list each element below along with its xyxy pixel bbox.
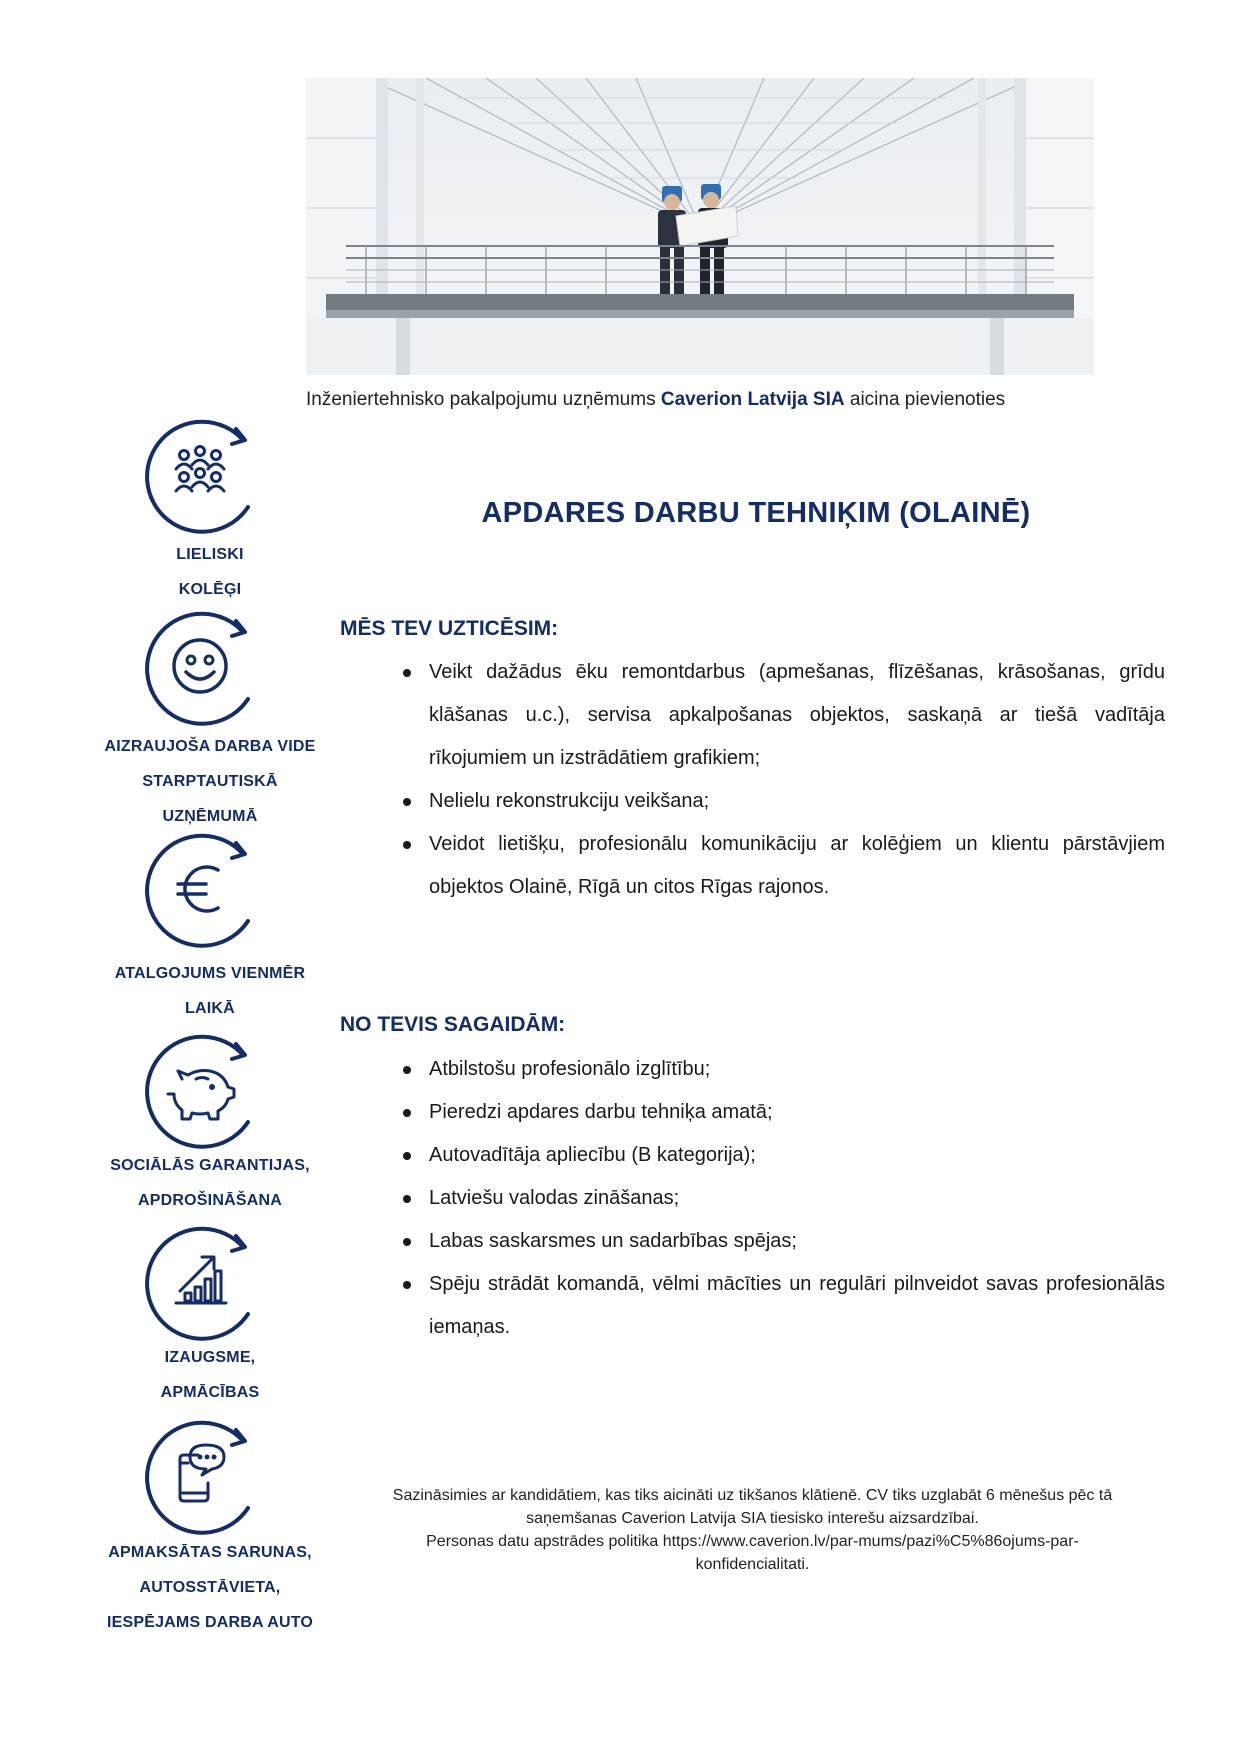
footer-line: saņemšanas Caverion Latvija SIA tiesisko interešu aizsardzībai. xyxy=(526,1510,979,1527)
benefit-line: APMAKSĀTAS SARUNAS, xyxy=(108,1544,312,1561)
benefit-label-environment xyxy=(80,729,340,834)
footer-line: Sazināsimies ar kandidātiem, kas tiks aicināti uz tikšanos klātienē. CV tiks uzglabāt 6 mēnešus pēc tā xyxy=(392,1487,1113,1504)
company-name: Caverion Latvija SIA xyxy=(660,389,845,410)
job-title: APDARES DARBU TEHNIĶIM (OLAINĒ) xyxy=(481,497,1031,529)
benefit-line: UZŅĒMUMĀ xyxy=(162,808,258,825)
list-item: Veikt dažādus ēku remontdarbus (apmešanas, flīzēšanas, krāsošanas, grīdu klāšanas u.c.), servisa apkalpošanas objektos, saskaņā ar tiešā vadītāja rīkojumiem un izstrādātiem grafikiem; xyxy=(400,651,1165,780)
footer-line: Personas datu apstrādes politika https://www.caverion.lv/par-mums/pazi%C5%86ojums-par- xyxy=(426,1533,1079,1550)
list-item: Nelielu rekonstrukciju veikšana; xyxy=(400,780,1165,823)
intro-after: aicina pievienoties xyxy=(844,389,1006,410)
list-item: Veidot lietišķu, profesionālu komunikāciju ar kolēģiem un klientu pārstāvjiem objektos Olainē, Rīgā un citos Rīgas rajonos. xyxy=(400,823,1165,909)
benefit-line: APMĀCĪBAS xyxy=(160,1384,260,1401)
benefit-label-social xyxy=(80,1148,340,1218)
benefit-line: IZAUGSME, xyxy=(164,1349,256,1366)
growth-chart-icon xyxy=(140,1219,266,1345)
benefit-label-extras xyxy=(80,1535,340,1640)
smiley-face-icon xyxy=(140,604,266,730)
people-group-icon xyxy=(140,412,266,538)
list-item: Pieredzi apdares darbu tehniķa amatā; xyxy=(400,1091,1165,1134)
benefit-line: SOCIĀLĀS GARANTIJAS, xyxy=(110,1157,310,1174)
requirements-heading: NO TEVIS SAGAIDĀM: xyxy=(340,1013,566,1036)
benefit-line: STARPTAUTISKĀ xyxy=(142,773,278,790)
benefit-line: AIZRAUJOŠA DARBA VIDE xyxy=(104,738,316,755)
euro-icon xyxy=(140,826,266,952)
benefit-label-salary xyxy=(80,956,340,1026)
list-item: Autovadītāja apliecību (B kategorija); xyxy=(400,1134,1165,1177)
responsibilities-list xyxy=(400,651,1165,909)
list-item: Latviešu valodas zināšanas; xyxy=(400,1177,1165,1220)
responsibilities-heading: MĒS TEV UZTICĒSIM: xyxy=(340,617,559,640)
list-item: Labas saskarsmes un sadarbības spējas; xyxy=(400,1220,1165,1263)
phone-chat-icon xyxy=(140,1413,266,1539)
benefit-line: LAIKĀ xyxy=(185,1000,235,1017)
benefit-line: ATALGOJUMS VIENMĒR xyxy=(114,965,306,982)
benefit-label-growth xyxy=(80,1340,340,1410)
intro-text xyxy=(306,386,1094,414)
benefit-line: APDROŠINĀŠANA xyxy=(138,1192,282,1209)
benefit-line: LIELISKI xyxy=(176,546,244,563)
hero-photo xyxy=(306,78,1094,375)
benefit-line: IESPĒJAMS DARBA AUTO xyxy=(106,1614,314,1631)
piggy-bank-icon xyxy=(140,1027,266,1153)
benefit-line: AUTOSSTĀVIETA, xyxy=(139,1579,281,1596)
list-item: Atbilstošu profesionālo izglītību; xyxy=(400,1048,1165,1091)
benefit-label-colleagues xyxy=(80,537,340,607)
intro-before: Inženiertehnisko pakalpojumu uzņēmums xyxy=(306,389,661,410)
footer-line: konfidencialitati. xyxy=(695,1556,810,1573)
list-item: Spēju strādāt komandā, vēlmi mācīties un regulāri pilnveidot savas profesionālās iemaņas. xyxy=(400,1263,1165,1349)
requirements-list xyxy=(400,1048,1165,1349)
benefit-line: KOLĒĢI xyxy=(178,581,242,598)
privacy-footer xyxy=(340,1484,1165,1576)
